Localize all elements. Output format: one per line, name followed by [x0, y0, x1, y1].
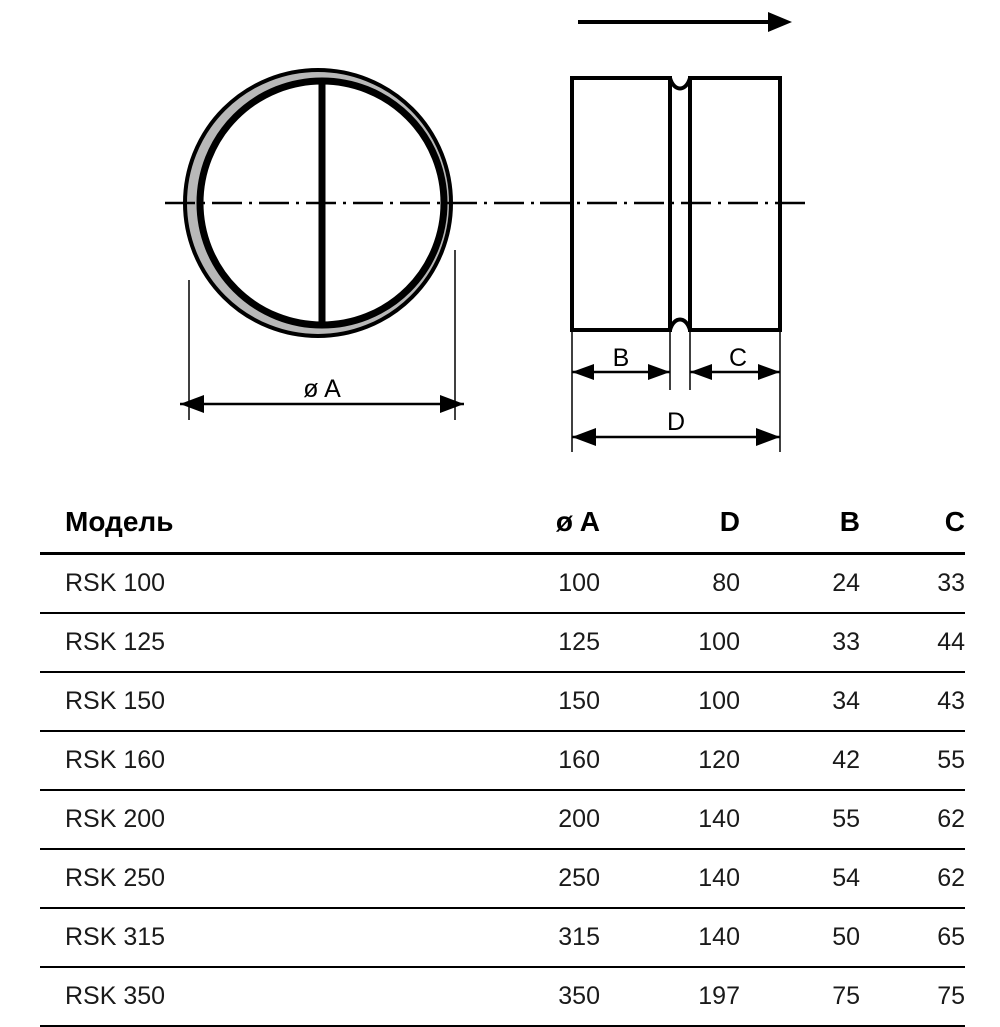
dimension-label-diameter-a: ø A	[303, 375, 341, 403]
cell-model: RSK 125	[40, 613, 440, 672]
cell-b: 24	[740, 554, 860, 614]
cell-b: 33	[740, 613, 860, 672]
cell-c: 75	[860, 967, 965, 1026]
dimension-label-b: B	[612, 344, 630, 372]
cell-diameter-a: 200	[440, 790, 600, 849]
cell-model: RSK 350	[40, 967, 440, 1026]
cell-c: 65	[860, 908, 965, 967]
table-body	[40, 554, 965, 1027]
cell-model: RSK 100	[40, 554, 440, 614]
column-header-b: B	[740, 500, 860, 554]
dimension-label-d: D	[666, 408, 686, 436]
cell-b: 42	[740, 731, 860, 790]
table-row	[40, 908, 965, 967]
table-row	[40, 731, 965, 790]
dimension-label-c: C	[728, 344, 748, 372]
column-header-d: D	[600, 500, 740, 554]
table-row	[40, 554, 965, 614]
cell-model: RSK 250	[40, 849, 440, 908]
cell-c: 44	[860, 613, 965, 672]
product-dimension-drawing	[0, 0, 1000, 480]
cell-d: 140	[600, 790, 740, 849]
column-header-c: C	[860, 500, 965, 554]
cell-c: 33	[860, 554, 965, 614]
cell-diameter-a: 315	[440, 908, 600, 967]
table-header-row	[40, 500, 965, 554]
table-row	[40, 967, 965, 1026]
cell-d: 80	[600, 554, 740, 614]
cell-model: RSK 315	[40, 908, 440, 967]
cell-d: 140	[600, 908, 740, 967]
cell-diameter-a: 150	[440, 672, 600, 731]
cell-c: 62	[860, 849, 965, 908]
cell-model: RSK 150	[40, 672, 440, 731]
table-row	[40, 613, 965, 672]
front-circular-view	[165, 70, 535, 420]
cell-d: 100	[600, 672, 740, 731]
flow-direction-arrow	[578, 12, 792, 32]
table-header	[40, 500, 965, 554]
cell-diameter-a: 250	[440, 849, 600, 908]
cell-model: RSK 160	[40, 731, 440, 790]
cell-b: 54	[740, 849, 860, 908]
cell-b: 55	[740, 790, 860, 849]
table-row	[40, 849, 965, 908]
specification-table-wrapper	[40, 500, 965, 1027]
cell-c: 62	[860, 790, 965, 849]
column-header-model: Модель	[40, 500, 440, 554]
cell-d: 100	[600, 613, 740, 672]
cell-diameter-a: 350	[440, 967, 600, 1026]
side-section-view	[540, 78, 812, 452]
specification-table	[40, 500, 965, 1027]
cell-b: 50	[740, 908, 860, 967]
column-header-diameter-a: ø A	[440, 500, 600, 554]
table-row	[40, 672, 965, 731]
cell-diameter-a: 160	[440, 731, 600, 790]
cell-b: 34	[740, 672, 860, 731]
table-row	[40, 790, 965, 849]
cell-d: 140	[600, 849, 740, 908]
cell-c: 43	[860, 672, 965, 731]
cell-diameter-a: 125	[440, 613, 600, 672]
cell-c: 55	[860, 731, 965, 790]
cell-diameter-a: 100	[440, 554, 600, 614]
cell-model: RSK 200	[40, 790, 440, 849]
cell-b: 75	[740, 967, 860, 1026]
cell-d: 120	[600, 731, 740, 790]
cell-d: 197	[600, 967, 740, 1026]
